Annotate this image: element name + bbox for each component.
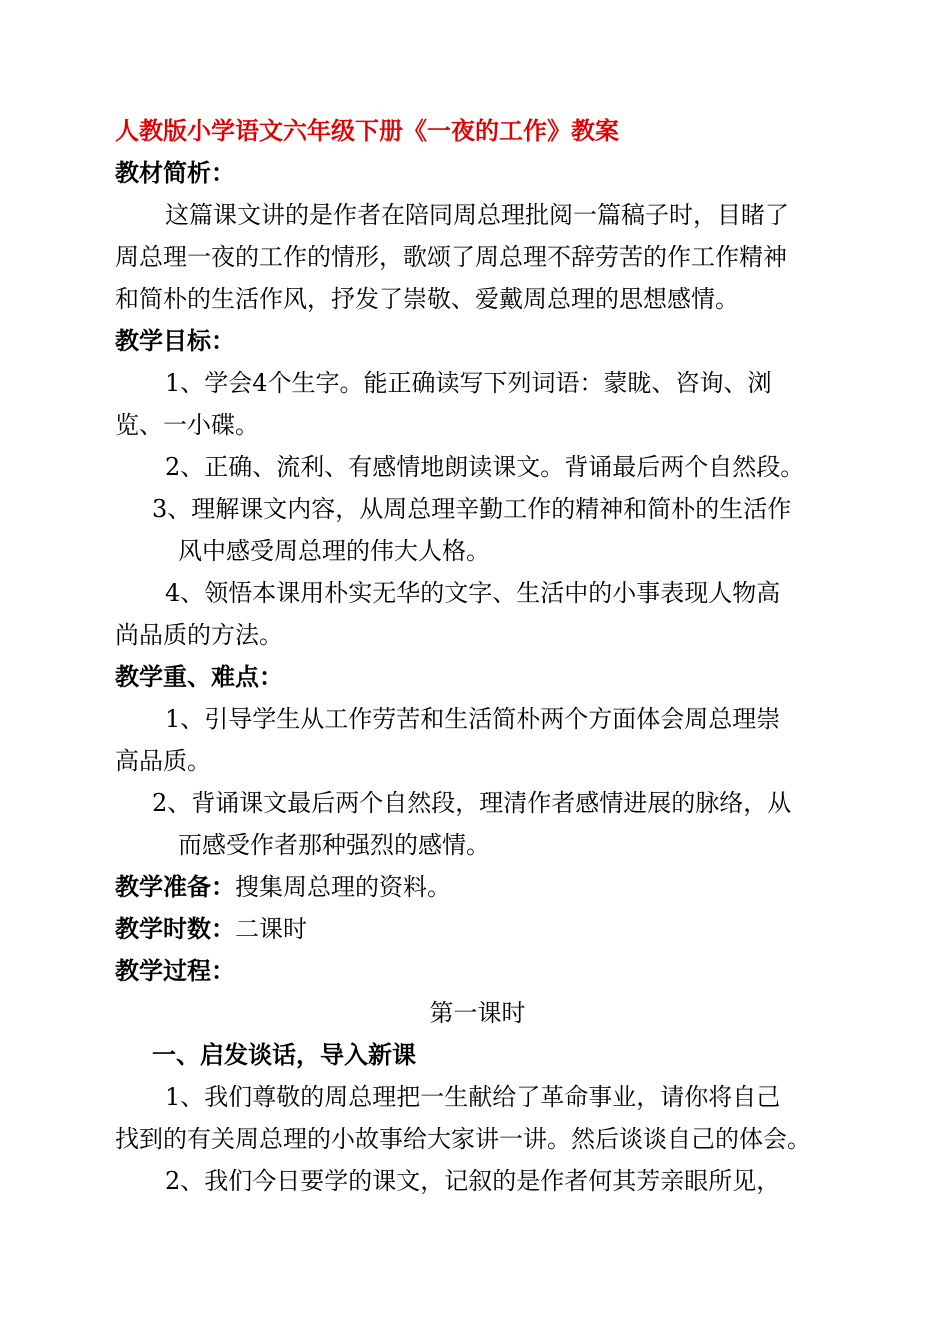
goal-line-5: 风中感受周总理的伟大人格。 [178, 537, 490, 565]
key-point-line-3: 2、背诵课文最后两个自然段，理清作者感情进展的脉络，从 [152, 789, 792, 817]
key-point-line-1: 1、引导学生从工作劳苦和生活简朴两个方面体会周总理崇 [165, 705, 781, 733]
analysis-line-2: 周总理一夜的工作的情形，歌颂了周总理不辞劳苦的作工作精神 [115, 243, 787, 271]
key-point-line-2: 高品质。 [115, 747, 211, 775]
lesson1-line-3: 2、我们今日要学的课文，记叙的是作者何其芳亲眼所见， [165, 1167, 781, 1195]
goal-line-3: 2、正确、流利、有感情地朗读课文。背诵最后两个自然段。 [165, 453, 805, 481]
analysis-heading: 教材简析： [115, 159, 235, 187]
goal-line-7: 尚品质的方法。 [115, 621, 283, 649]
lesson1-title: 第一课时 [429, 999, 526, 1027]
hours-row [115, 912, 840, 946]
prep-value: 搜集周总理的资料。 [235, 873, 451, 901]
goal-line-1: 1、学会4个生字。能正确读写下列词语：蒙眬、咨询、浏 [165, 369, 772, 397]
document-title: 人教版小学语文六年级下册《一夜的工作》教案 [115, 117, 619, 145]
goal-line-4: 3、理解课文内容，从周总理辛勤工作的精神和简朴的生活作 [152, 495, 792, 523]
prep-row [115, 870, 840, 904]
lesson1-section1: 一、启发谈话，导入新课 [152, 1041, 416, 1069]
goals-heading: 教学目标： [115, 327, 235, 355]
process-heading: 教学过程： [115, 957, 235, 985]
goal-line-2: 览、一小碟。 [115, 411, 259, 439]
lesson1-line-2: 找到的有关周总理的小故事给大家讲一讲。然后谈谈自己的体会。 [115, 1125, 811, 1153]
goal-line-6: 4、领悟本课用朴实无华的文字、生活中的小事表现人物高 [165, 579, 781, 607]
hours-value: 二课时 [235, 915, 307, 943]
key-points-heading: 教学重、难点： [115, 663, 283, 691]
hours-label: 教学时数： [115, 915, 235, 943]
analysis-line-3: 和简朴的生活作风，抒发了崇敬、爱戴周总理的思想感情。 [115, 285, 739, 313]
prep-label: 教学准备： [115, 873, 235, 901]
analysis-line-1: 这篇课文讲的是作者在陪同周总理批阅一篇稿子时，目睹了 [165, 201, 789, 229]
key-point-line-4: 而感受作者那种强烈的感情。 [178, 831, 490, 859]
lesson1-line-1: 1、我们尊敬的周总理把一生献给了革命事业，请你将自己 [165, 1083, 781, 1111]
